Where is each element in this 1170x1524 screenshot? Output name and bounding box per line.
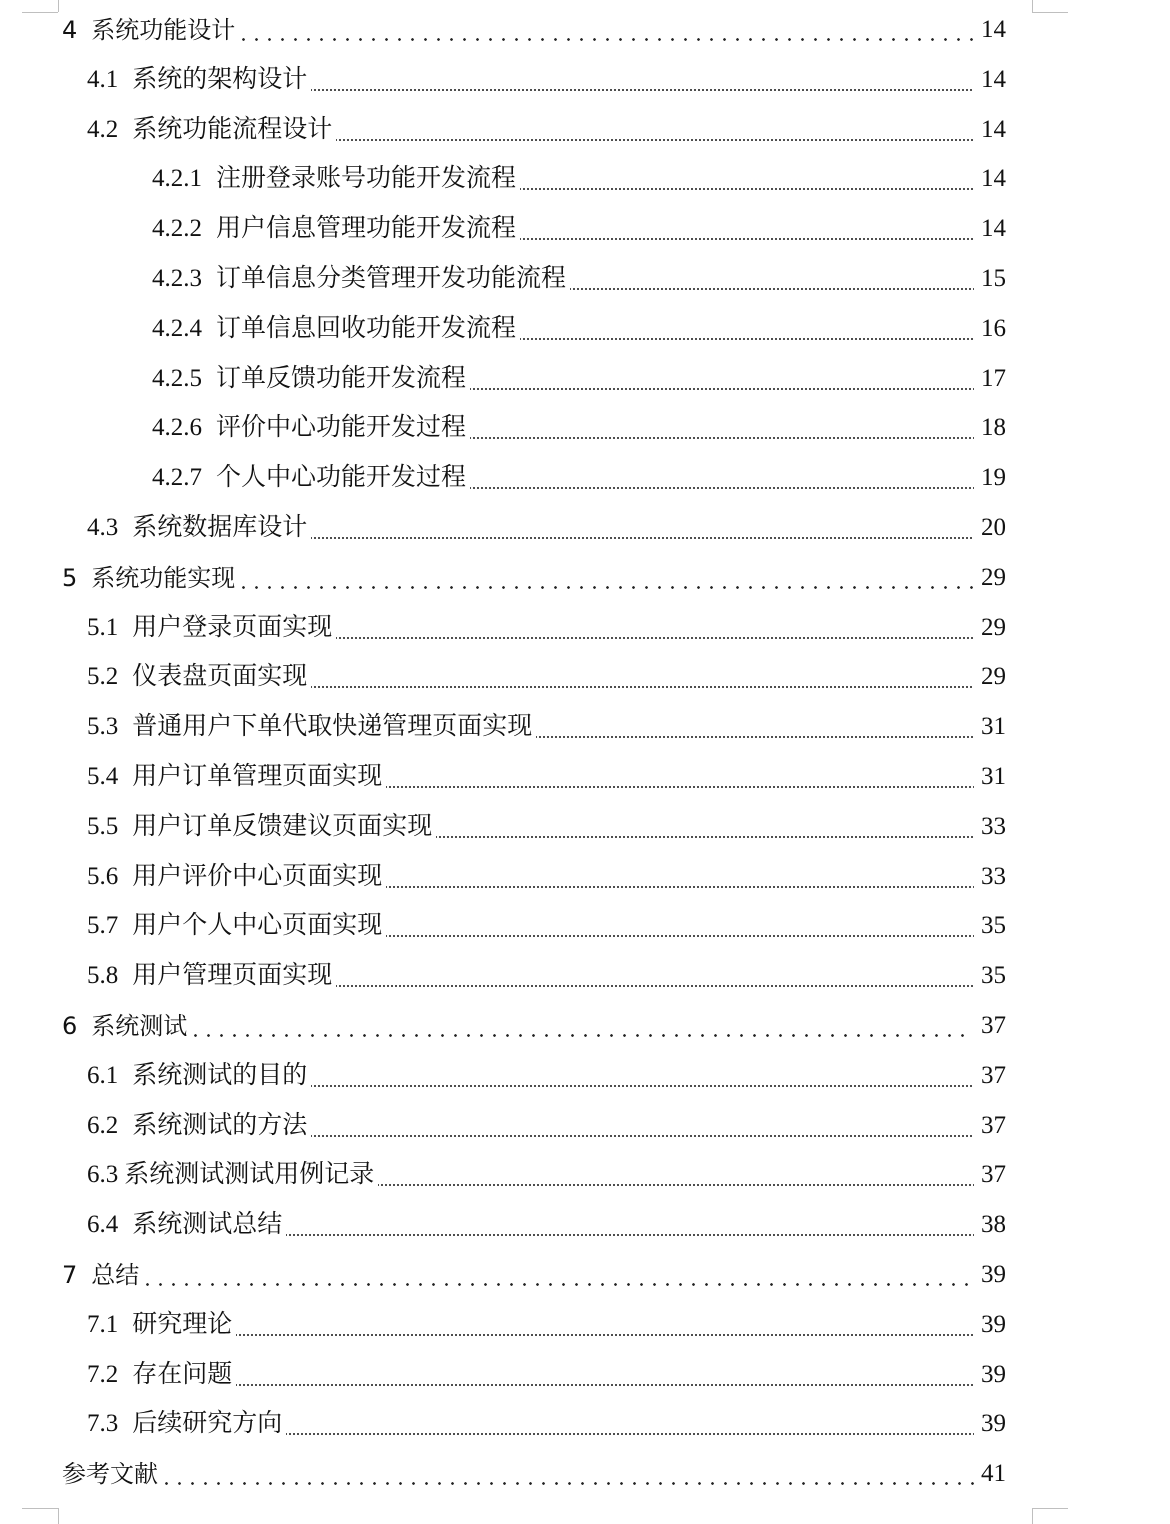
toc-entry-number: 6.1 — [87, 1061, 119, 1089]
toc-leader-dots — [237, 586, 974, 589]
toc-entry[interactable] — [0, 660, 1170, 694]
toc-leader-dots — [534, 736, 974, 738]
toc-entry[interactable] — [0, 1358, 1170, 1392]
toc-entry-number: 4.2.7 — [152, 464, 202, 492]
toc-page-number: 33 — [976, 860, 1006, 894]
toc-entry[interactable] — [0, 1258, 1170, 1292]
toc-entry-label — [87, 660, 311, 694]
toc-leader-dots — [334, 637, 974, 639]
toc-page-number: 39 — [976, 1258, 1006, 1292]
toc-entry-title: 用户评价中心页面实现 — [132, 862, 383, 890]
toc-entry-number: 5.6 — [87, 862, 119, 890]
toc-leader-dots — [518, 188, 974, 190]
toc-entry-label — [152, 362, 470, 396]
toc-page-number: 20 — [976, 511, 1006, 545]
toc-entry-title: 个人中心功能开发过程 — [216, 464, 467, 492]
toc-page-number: 31 — [976, 710, 1006, 744]
toc-page-number: 37 — [976, 1109, 1006, 1143]
crop-mark-top-right-v — [1032, 0, 1033, 12]
toc-leader-dots — [384, 935, 974, 937]
toc-entry-label — [62, 1009, 191, 1043]
toc-leader-dots — [334, 139, 974, 141]
toc-entry-label — [152, 262, 570, 296]
toc-entry-title: 用户管理页面实现 — [132, 962, 333, 990]
toc-entry-label — [152, 461, 470, 495]
toc-entry-title: 参考文献 — [62, 1460, 158, 1489]
toc-leader-dots — [284, 1433, 974, 1435]
crop-mark-bottom-right-v — [1032, 1508, 1033, 1524]
toc-entry-number: 5.8 — [87, 962, 119, 990]
toc-entry-label — [87, 760, 386, 794]
toc-entry-title: 系统测试总结 — [132, 1211, 283, 1239]
toc-entry-label — [87, 113, 336, 147]
toc-page-number: 37 — [976, 1059, 1006, 1093]
toc-entry-number: 5.2 — [87, 663, 119, 691]
toc-entry-number: 7.1 — [87, 1310, 119, 1338]
toc-page-number: 29 — [976, 561, 1006, 595]
toc-entry-label — [87, 959, 336, 993]
toc-entry-title: 后续研究方向 — [132, 1410, 283, 1438]
toc-entry[interactable] — [0, 1109, 1170, 1143]
toc-entry-number: 4.2.3 — [152, 265, 202, 292]
toc-page-number: 33 — [976, 810, 1006, 844]
toc-entry-number: 4.2.5 — [152, 364, 202, 392]
toc-entry-title: 系统功能实现 — [91, 563, 236, 592]
toc-entry[interactable] — [0, 1457, 1170, 1491]
toc-leader-dots — [568, 288, 974, 290]
toc-page-number: 38 — [976, 1208, 1006, 1242]
toc-entry-label — [87, 1208, 286, 1242]
toc-entry-label — [87, 810, 436, 844]
toc-entry[interactable] — [0, 1208, 1170, 1242]
toc-entry[interactable] — [0, 860, 1170, 894]
toc-entry-title: 存在问题 — [132, 1360, 233, 1388]
toc-page-number: 37 — [976, 1158, 1006, 1192]
toc-entry-number: 5.5 — [87, 812, 119, 840]
toc-entry-label — [87, 1358, 236, 1392]
toc-leader-dots — [309, 1135, 974, 1137]
toc-entry-number: 4.2.6 — [152, 414, 202, 442]
toc-entry-label — [87, 1407, 286, 1441]
toc-page-number: 35 — [976, 959, 1006, 993]
toc-page-number: 14 — [976, 212, 1006, 246]
toc-entry[interactable] — [0, 1158, 1170, 1192]
toc-page-number: 14 — [976, 13, 1006, 47]
toc-entry[interactable] — [0, 810, 1170, 844]
toc-entry[interactable] — [0, 1407, 1170, 1441]
toc-leader-dots — [309, 537, 974, 539]
toc-entry[interactable] — [0, 13, 1170, 47]
toc-entry-title: 系统测试的目的 — [132, 1061, 308, 1089]
toc-entry-title: 订单反馈功能开发流程 — [216, 364, 467, 392]
toc-entry-title: 系统测试测试用例记录 — [124, 1161, 375, 1189]
toc-leader-dots — [309, 686, 974, 688]
toc-entry[interactable] — [0, 262, 1170, 296]
toc-page-number: 19 — [976, 461, 1006, 495]
toc-entry[interactable] — [0, 362, 1170, 396]
toc-leader-dots — [518, 238, 974, 240]
toc-entry-title: 系统的架构设计 — [132, 65, 308, 93]
toc-entry-label — [62, 1457, 162, 1491]
toc-entry-title: 系统功能设计 — [91, 16, 236, 44]
toc-entry-number: 4.2.2 — [152, 215, 202, 243]
toc-entry-number: 4 — [62, 16, 78, 44]
toc-entry[interactable] — [0, 113, 1170, 147]
toc-page-number: 16 — [976, 312, 1006, 346]
toc-entry[interactable] — [0, 312, 1170, 346]
toc-page-number: 35 — [976, 909, 1006, 943]
toc-entry-number: 4.3 — [87, 514, 119, 541]
toc-leader-dots — [334, 985, 974, 987]
toc-entry[interactable] — [0, 1308, 1170, 1342]
toc-leader-dots — [237, 38, 974, 41]
crop-mark-top-left-v — [58, 0, 59, 12]
toc-entry[interactable] — [0, 1059, 1170, 1093]
toc-leader-dots — [434, 836, 974, 838]
toc-entry-title: 系统测试 — [91, 1012, 188, 1040]
crop-mark-bottom-right-h — [1032, 1508, 1068, 1509]
toc-entry-label — [62, 1258, 143, 1292]
toc-entry[interactable] — [0, 1009, 1170, 1043]
toc-entry-number: 4.2.4 — [152, 314, 202, 342]
toc-entry-label — [87, 1059, 311, 1093]
toc-leader-dots — [309, 89, 974, 91]
toc-entry-title: 系统数据库设计 — [132, 514, 308, 541]
toc-leader-dots — [141, 1283, 974, 1286]
toc-entry-title: 评价中心功能开发过程 — [216, 414, 467, 442]
toc-page-number: 14 — [976, 162, 1006, 196]
toc-entry-label — [87, 710, 536, 744]
toc-entry-number: 5.4 — [87, 763, 119, 790]
toc-leader-dots — [384, 786, 974, 788]
toc-entry-label — [87, 860, 386, 894]
toc-page-number: 39 — [976, 1407, 1006, 1441]
toc-entry-label — [87, 1109, 311, 1143]
toc-entry-number: 6.3 — [87, 1161, 119, 1189]
toc-entry[interactable] — [0, 909, 1170, 943]
toc-entry-number: 7.3 — [87, 1410, 119, 1438]
toc-entry-title: 订单信息回收功能开发流程 — [216, 314, 517, 342]
toc-entry-label — [87, 1308, 236, 1342]
toc-entry-number: 4.2.1 — [152, 165, 202, 193]
toc-entry-number: 6 — [62, 1012, 78, 1040]
toc-page-number: 29 — [976, 611, 1006, 645]
toc-entry[interactable] — [0, 760, 1170, 794]
toc-entry-title: 用户个人中心页面实现 — [132, 912, 383, 940]
toc-entry-number: 4.2 — [87, 115, 119, 143]
toc-entry-label — [152, 162, 520, 196]
toc-entry-number: 7.2 — [87, 1360, 119, 1388]
toc-leader-dots — [518, 338, 974, 340]
toc-page-number: 17 — [976, 362, 1006, 396]
toc-leader-dots — [189, 1034, 974, 1037]
toc-entry-title: 订单信息分类管理开发功能流程 — [216, 265, 567, 292]
toc-entry-number: 5.3 — [87, 713, 119, 741]
toc-entry-number: 5.7 — [87, 912, 119, 940]
toc-leader-dots — [234, 1334, 974, 1336]
toc-entry[interactable] — [0, 411, 1170, 445]
toc-entry[interactable] — [0, 511, 1170, 545]
toc-page-number: 29 — [976, 660, 1006, 694]
toc-entry-label — [62, 561, 239, 595]
toc-entry-label — [152, 212, 520, 246]
toc-leader-dots — [160, 1482, 974, 1485]
toc-leader-dots — [468, 388, 974, 390]
crop-mark-bottom-left-v — [58, 1508, 59, 1524]
toc-entry-label — [87, 909, 386, 943]
toc-entry-title: 系统功能流程设计 — [132, 115, 333, 143]
toc-entry[interactable] — [0, 162, 1170, 196]
toc-entry-title: 用户订单反馈建议页面实现 — [132, 812, 433, 840]
toc-leader-dots — [234, 1384, 974, 1386]
toc-entry-title: 系统测试的方法 — [132, 1111, 308, 1139]
toc-entry-label — [87, 63, 311, 97]
toc-entry[interactable] — [0, 212, 1170, 246]
toc-page-number: 14 — [976, 113, 1006, 147]
toc-entry-number: 6.2 — [87, 1111, 119, 1139]
toc-entry[interactable] — [0, 611, 1170, 645]
toc-leader-dots — [309, 1085, 974, 1087]
toc-entry-label — [152, 312, 520, 346]
toc-entry-number: 7 — [62, 1261, 78, 1289]
crop-mark-bottom-left-h — [22, 1508, 58, 1509]
toc-entry-label — [87, 611, 336, 645]
toc-entry-number: 5.1 — [87, 613, 119, 641]
toc-entry-title: 研究理论 — [132, 1310, 233, 1338]
toc-entry-number: 5 — [62, 563, 78, 592]
toc-entry-label — [87, 1158, 378, 1192]
toc-page-number: 41 — [976, 1457, 1006, 1491]
toc-entry[interactable] — [0, 461, 1170, 495]
toc-entry-title: 注册登录账号功能开发流程 — [216, 165, 517, 193]
toc-entry-title: 普通用户下单代取快递管理页面实现 — [132, 713, 533, 741]
toc-entry-label — [87, 511, 311, 545]
toc-page-number: 39 — [976, 1358, 1006, 1392]
toc-entry-label — [62, 13, 239, 47]
toc-entry-title: 总结 — [91, 1261, 140, 1289]
toc-entry-title: 仪表盘页面实现 — [132, 663, 308, 691]
toc-leader-dots — [468, 437, 974, 439]
toc-page-number: 37 — [976, 1009, 1006, 1043]
toc-leader-dots — [284, 1234, 974, 1236]
toc-entry-title: 用户信息管理功能开发流程 — [216, 215, 517, 243]
toc-entry[interactable] — [0, 710, 1170, 744]
toc-entry-title: 用户登录页面实现 — [132, 613, 333, 641]
toc-leader-dots — [468, 487, 974, 489]
toc-entry-number: 6.4 — [87, 1211, 119, 1239]
toc-entry-title: 用户订单管理页面实现 — [132, 763, 383, 790]
toc-entry-number: 4.1 — [87, 65, 119, 93]
toc-page-number: 31 — [976, 760, 1006, 794]
toc-entry-label — [152, 411, 470, 445]
toc-page-number: 15 — [976, 262, 1006, 296]
toc-page-number: 14 — [976, 63, 1006, 97]
toc-page-number: 39 — [976, 1308, 1006, 1342]
toc-entry[interactable] — [0, 63, 1170, 97]
toc-leader-dots — [376, 1184, 974, 1186]
toc-page-number: 18 — [976, 411, 1006, 445]
toc-entry[interactable] — [0, 561, 1170, 595]
toc-entry[interactable] — [0, 959, 1170, 993]
toc-leader-dots — [384, 886, 974, 888]
